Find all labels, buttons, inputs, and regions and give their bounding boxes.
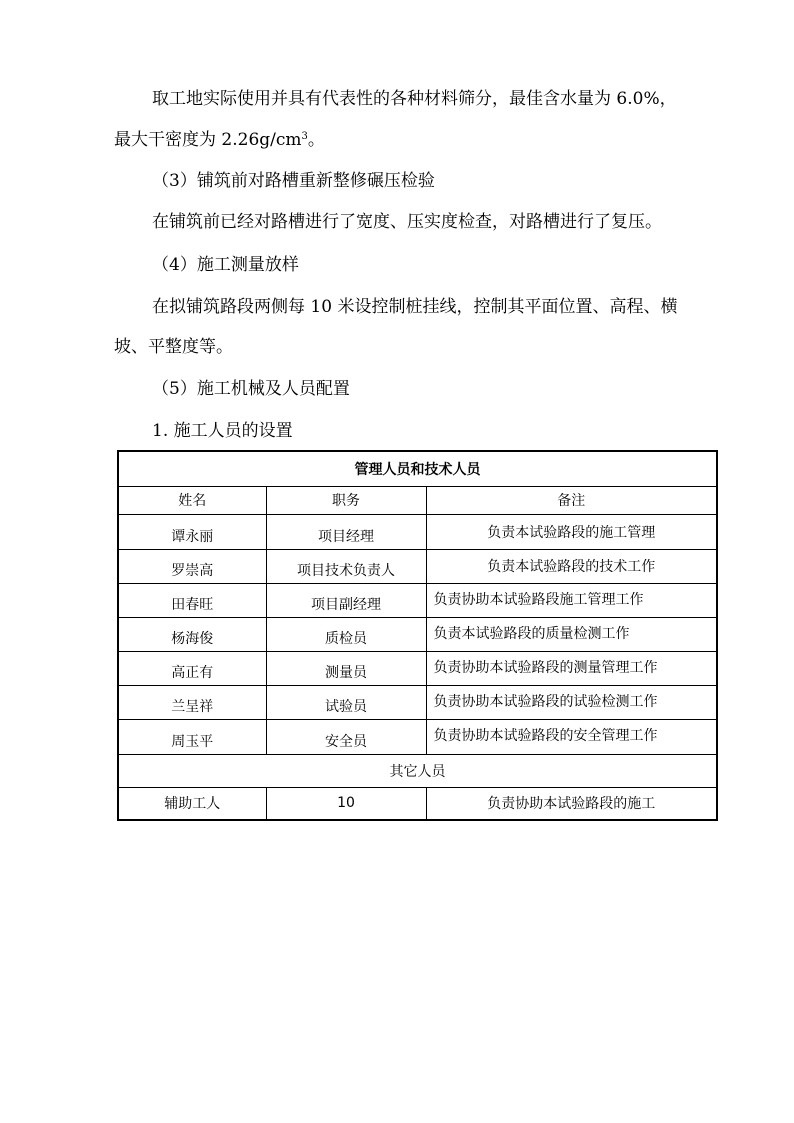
cell-name: 高正有 [118, 651, 266, 685]
section-other-staff: 其它人员 [118, 754, 717, 787]
cell-role: 项目经理 [266, 514, 426, 549]
section-heading-3: （3）铺筑前对路槽重新整修碾压检验 [152, 171, 435, 191]
table-section-row [118, 754, 717, 787]
table-row [118, 583, 717, 617]
paragraph-material-line2 [114, 130, 325, 150]
cell-note: 负责本试验路段的质量检测工作 [426, 617, 717, 651]
table-title: 管理人员和技术人员 [118, 451, 717, 486]
cell-note: 负责协助本试验路段的安全管理工作 [426, 719, 717, 754]
paragraph-material-line2-end: 。 [307, 130, 325, 150]
cell-note: 负责协助本试验路段的试验检测工作 [426, 685, 717, 719]
section-heading-5: （5）施工机械及人员配置 [152, 379, 350, 399]
cell-name: 辅助工人 [118, 787, 266, 820]
cell-note: 负责协助本试验路段的测量管理工作 [426, 651, 717, 685]
cell-name: 田春旺 [118, 583, 266, 617]
cell-role: 10 [266, 787, 426, 820]
table-row [118, 685, 717, 719]
table-row [118, 787, 717, 820]
subheading-staff-setup: 1. 施工人员的设置 [152, 421, 293, 441]
cell-role: 测量员 [266, 651, 426, 685]
header-role: 职务 [266, 486, 426, 514]
table-title-row [118, 451, 717, 486]
paragraph-subgrade: 在铺筑前已经对路槽进行了宽度、压实度检查，对路槽进行了复压。 [152, 212, 662, 232]
cell-role: 质检员 [266, 617, 426, 651]
paragraph-material-line2-text: 最大干密度为 2.26g/cm [114, 130, 302, 150]
cell-role: 试验员 [266, 685, 426, 719]
table-row [118, 549, 717, 583]
paragraph-survey-line1: 在拟铺筑路段两侧每 10 米设控制桩挂线，控制其平面位置、高程、横 [152, 297, 678, 317]
cell-name: 周玉平 [118, 719, 266, 754]
cell-note: 负责本试验路段的技术工作 [426, 549, 717, 583]
cell-note: 负责协助本试验路段的施工 [426, 787, 717, 820]
cell-name: 谭永丽 [118, 514, 266, 549]
table-header-row [118, 486, 717, 514]
header-note: 备注 [426, 486, 717, 514]
cell-role: 安全员 [266, 719, 426, 754]
table-row [118, 719, 717, 754]
cell-role: 项目技术负责人 [266, 549, 426, 583]
cell-role: 项目副经理 [266, 583, 426, 617]
table-row [118, 651, 717, 685]
cell-name: 杨海俊 [118, 617, 266, 651]
superscript-3: 3 [301, 131, 308, 142]
cell-note: 负责协助本试验路段施工管理工作 [426, 583, 717, 617]
cell-name: 罗崇高 [118, 549, 266, 583]
cell-note: 负责本试验路段的施工管理 [426, 514, 717, 549]
paragraph-material-line1: 取工地实际使用并具有代表性的各种材料筛分，最佳含水量为 6.0%， [152, 89, 677, 109]
cell-name: 兰呈祥 [118, 685, 266, 719]
table-row [118, 514, 717, 549]
table-row [118, 617, 717, 651]
staff-table [117, 450, 718, 821]
section-heading-4: （4）施工测量放样 [152, 255, 299, 275]
paragraph-survey-line2: 坡、平整度等。 [114, 337, 233, 357]
header-name: 姓名 [118, 486, 266, 514]
